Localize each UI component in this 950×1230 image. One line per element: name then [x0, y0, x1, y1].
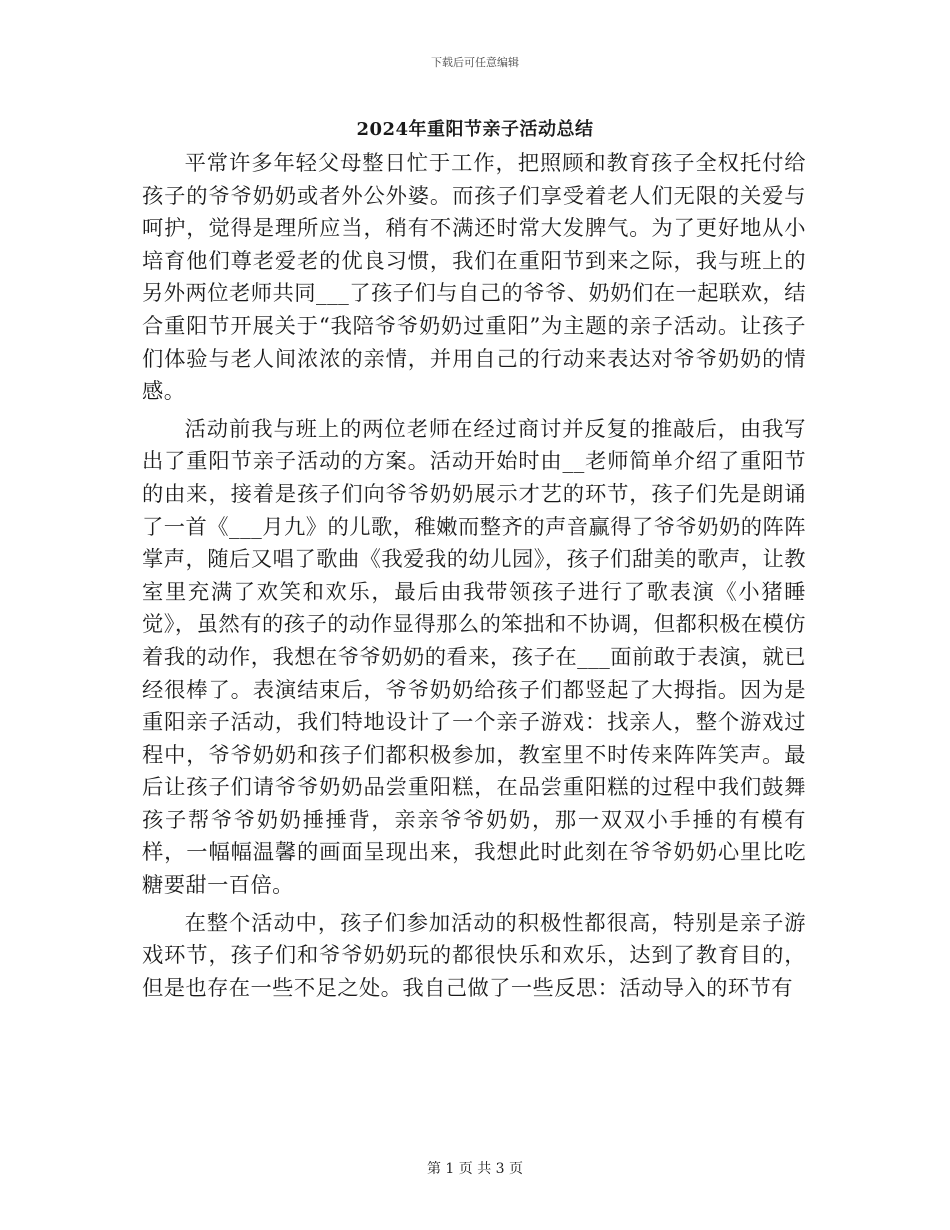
page-number: 第 1 页 共 3 页 [426, 1161, 524, 1177]
paragraph-1: 平常许多年轻父母整日忙于工作，把照顾和教育孩子全权托付给孩子的爷爷奶奶或者外公外婆。而孩子们享受着老人们无限的关爱与呵护，觉得是理所应当，稍有不满还时常大发脾气。为了更好地从小培育他们尊老爱老的优良习惯，我们在重阳节到来之际，我与班上的另外两位老师共同___了孩子们与自己的爷爷、奶奶们在一起联欢，结合重阳节开展关于“我陪爷爷奶奶过重阳”为主题的亲子活动。让孩子们体验与老人间浓浓的亲情，并用自己的行动来表达对爷爷奶奶的情感。 [142, 151, 806, 405]
paragraph-3: 在整个活动中，孩子们参加活动的积极性都很高，特别是亲子游戏环节，孩子们和爷爷奶奶玩的都很快乐和欢乐，达到了教育目的，但是也存在一些不足之处。我自己做了一些反思：活动导入的环节有 [142, 910, 806, 1001]
page-header-note: 下载后可任意编辑 [431, 56, 519, 69]
paragraph-2: 活动前我与班上的两位老师在经过商讨并反复的推敲后，由我写出了重阳节亲子活动的方案。活动开始时由__老师简单介绍了重阳节的由来，接着是孩子们向爷爷奶奶展示才艺的环节，孩子们先是朗诵了一首《___月九》的儿歌，稚嫩而整齐的声音赢得了爷爷奶奶的阵阵掌声，随后又唱了歌曲《我爱我的幼儿园》，孩子们甜美的歌声，让教室里充满了欢笑和欢乐，最后由我带领孩子进行了歌表演《小猪睡觉》，虽然有的孩子的动作显得那么的笨拙和不协调，但都积极在模仿着我的动作，我想在爷爷奶奶的看来，孩子在___面前敢于表演，就已经很棒了。表演结束后，爷爷奶奶给孩子们都竖起了大拇指。因为是重阳亲子活动，我们特地设计了一个亲子游戏：找亲人，整个游戏过程中，爷爷奶奶和孩子们都积极参加，教室里不时传来阵阵笑声。最后让孩子们请爷爷奶奶品尝重阳糕，在品尝重阳糕的过程中我们鼓舞孩子帮爷爷奶奶捶捶背，亲亲爷爷奶奶，那一双双小手捶的有模有样，一幅幅温馨的画面呈现出来，我想此时此刻在爷爷奶奶心里比吃糖要甜一百倍。 [142, 416, 806, 899]
document-body [142, 148, 806, 1005]
document-title: 2024年重阳节亲子活动总结 [356, 119, 594, 140]
